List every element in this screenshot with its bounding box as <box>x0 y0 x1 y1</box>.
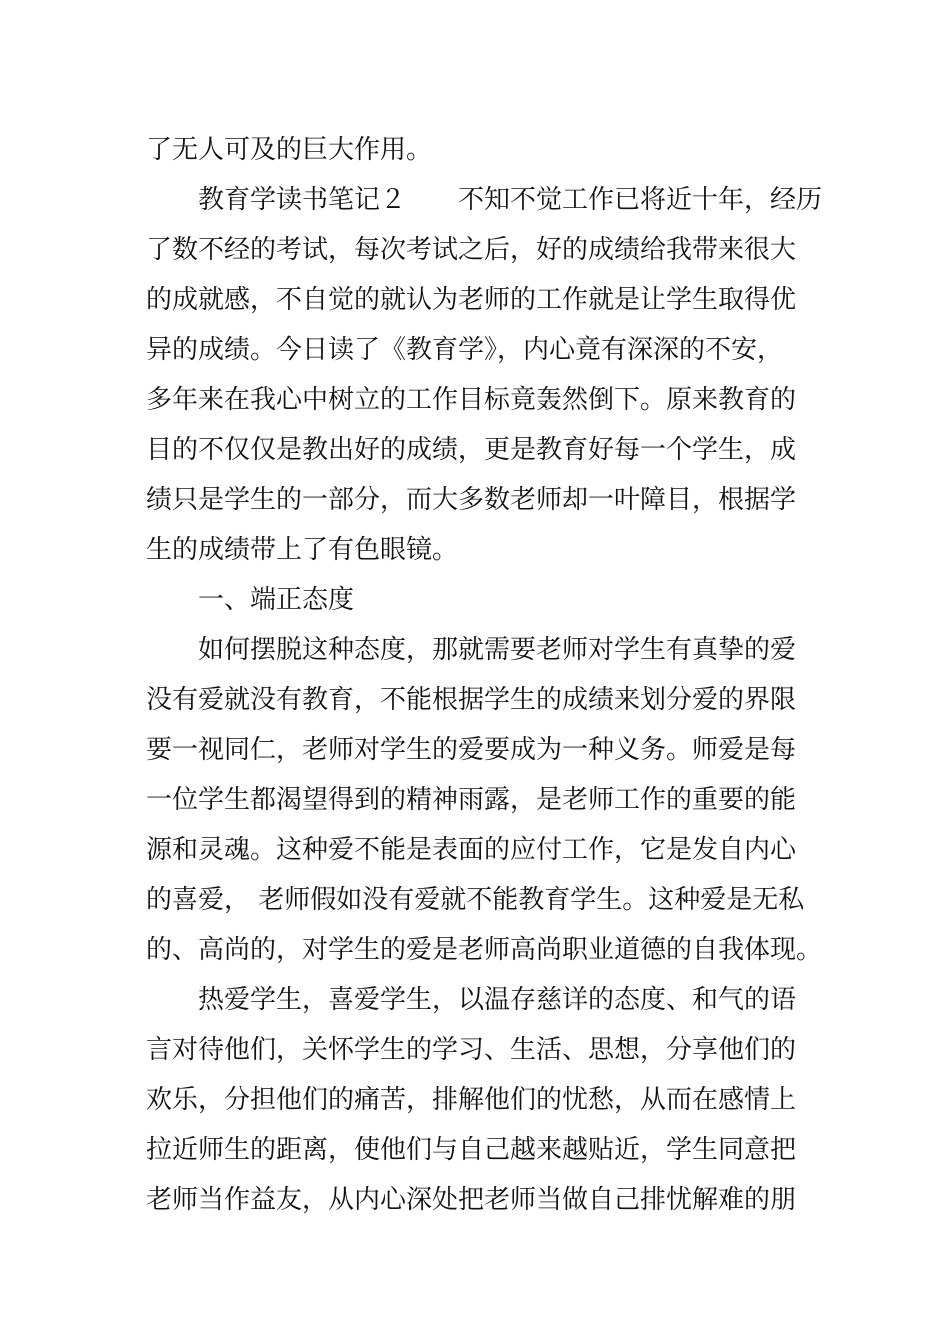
text-line: 热爱学生，喜爱学生，以温存慈详的态度、和气的语 <box>198 985 797 1015</box>
text-line: 没有爱就没有教育，不能根据学生的成绩来划分爱的界限 <box>146 685 797 715</box>
text-line: 的喜爱， 老师假如没有爱就不能教育学生。这种爱是无私 <box>146 885 805 915</box>
text-line: 一位学生都渴望得到的精神雨露，是老师工作的重要的能 <box>146 785 797 815</box>
text-line: 绩只是学生的一部分，而大多数老师却一叶障目，根据学 <box>146 485 797 515</box>
text-line: 生的成绩带上了有色眼镜。 <box>146 535 459 565</box>
text-line: 的成就感，不自觉的就认为老师的工作就是让学生取得优 <box>146 285 797 315</box>
text-line: 多年来在我心中树立的工作目标竟轰然倒下。原来教育的 <box>146 385 797 415</box>
text-line: 了数不经的考试，每次考试之后，好的成绩给我带来很大 <box>146 235 797 265</box>
text-line: 欢乐，分担他们的痛苦，排解他们的忧愁，从而在感情上 <box>146 1085 797 1115</box>
text-line: 老师当作益友，从内心深处把老师当做自己排忧解难的朋 <box>146 1185 797 1215</box>
text-line: 如何摆脱这种态度，那就需要老师对学生有真挚的爱 <box>198 635 797 665</box>
text-line: 言对待他们，关怀学生的学习、生活、思想，分享他们的 <box>146 1035 797 1065</box>
text-line: 教育学读书笔记２ 不知不觉工作已将近十年，经历 <box>198 185 823 215</box>
section-heading: 一、端正态度 <box>198 585 355 615</box>
text-line: 的、高尚的，对学生的爱是老师高尚职业道德的自我体现。 <box>146 935 823 965</box>
text-line: 拉近师生的距离，使他们与自己越来越贴近，学生同意把 <box>146 1135 797 1165</box>
text-line: 目的不仅仅是教出好的成绩，更是教育好每一个学生，成 <box>146 435 797 465</box>
text-line: 了无人可及的巨大作用。 <box>146 135 433 165</box>
text-line: 要一视同仁，老师对学生的爱要成为一种义务。师爱是每 <box>146 735 797 765</box>
text-line: 异的成绩。今日读了《教育学》，内心竟有深深的不安， <box>146 335 784 365</box>
text-line: 源和灵魂。这种爱不能是表面的应付工作，它是发自内心 <box>146 835 797 865</box>
